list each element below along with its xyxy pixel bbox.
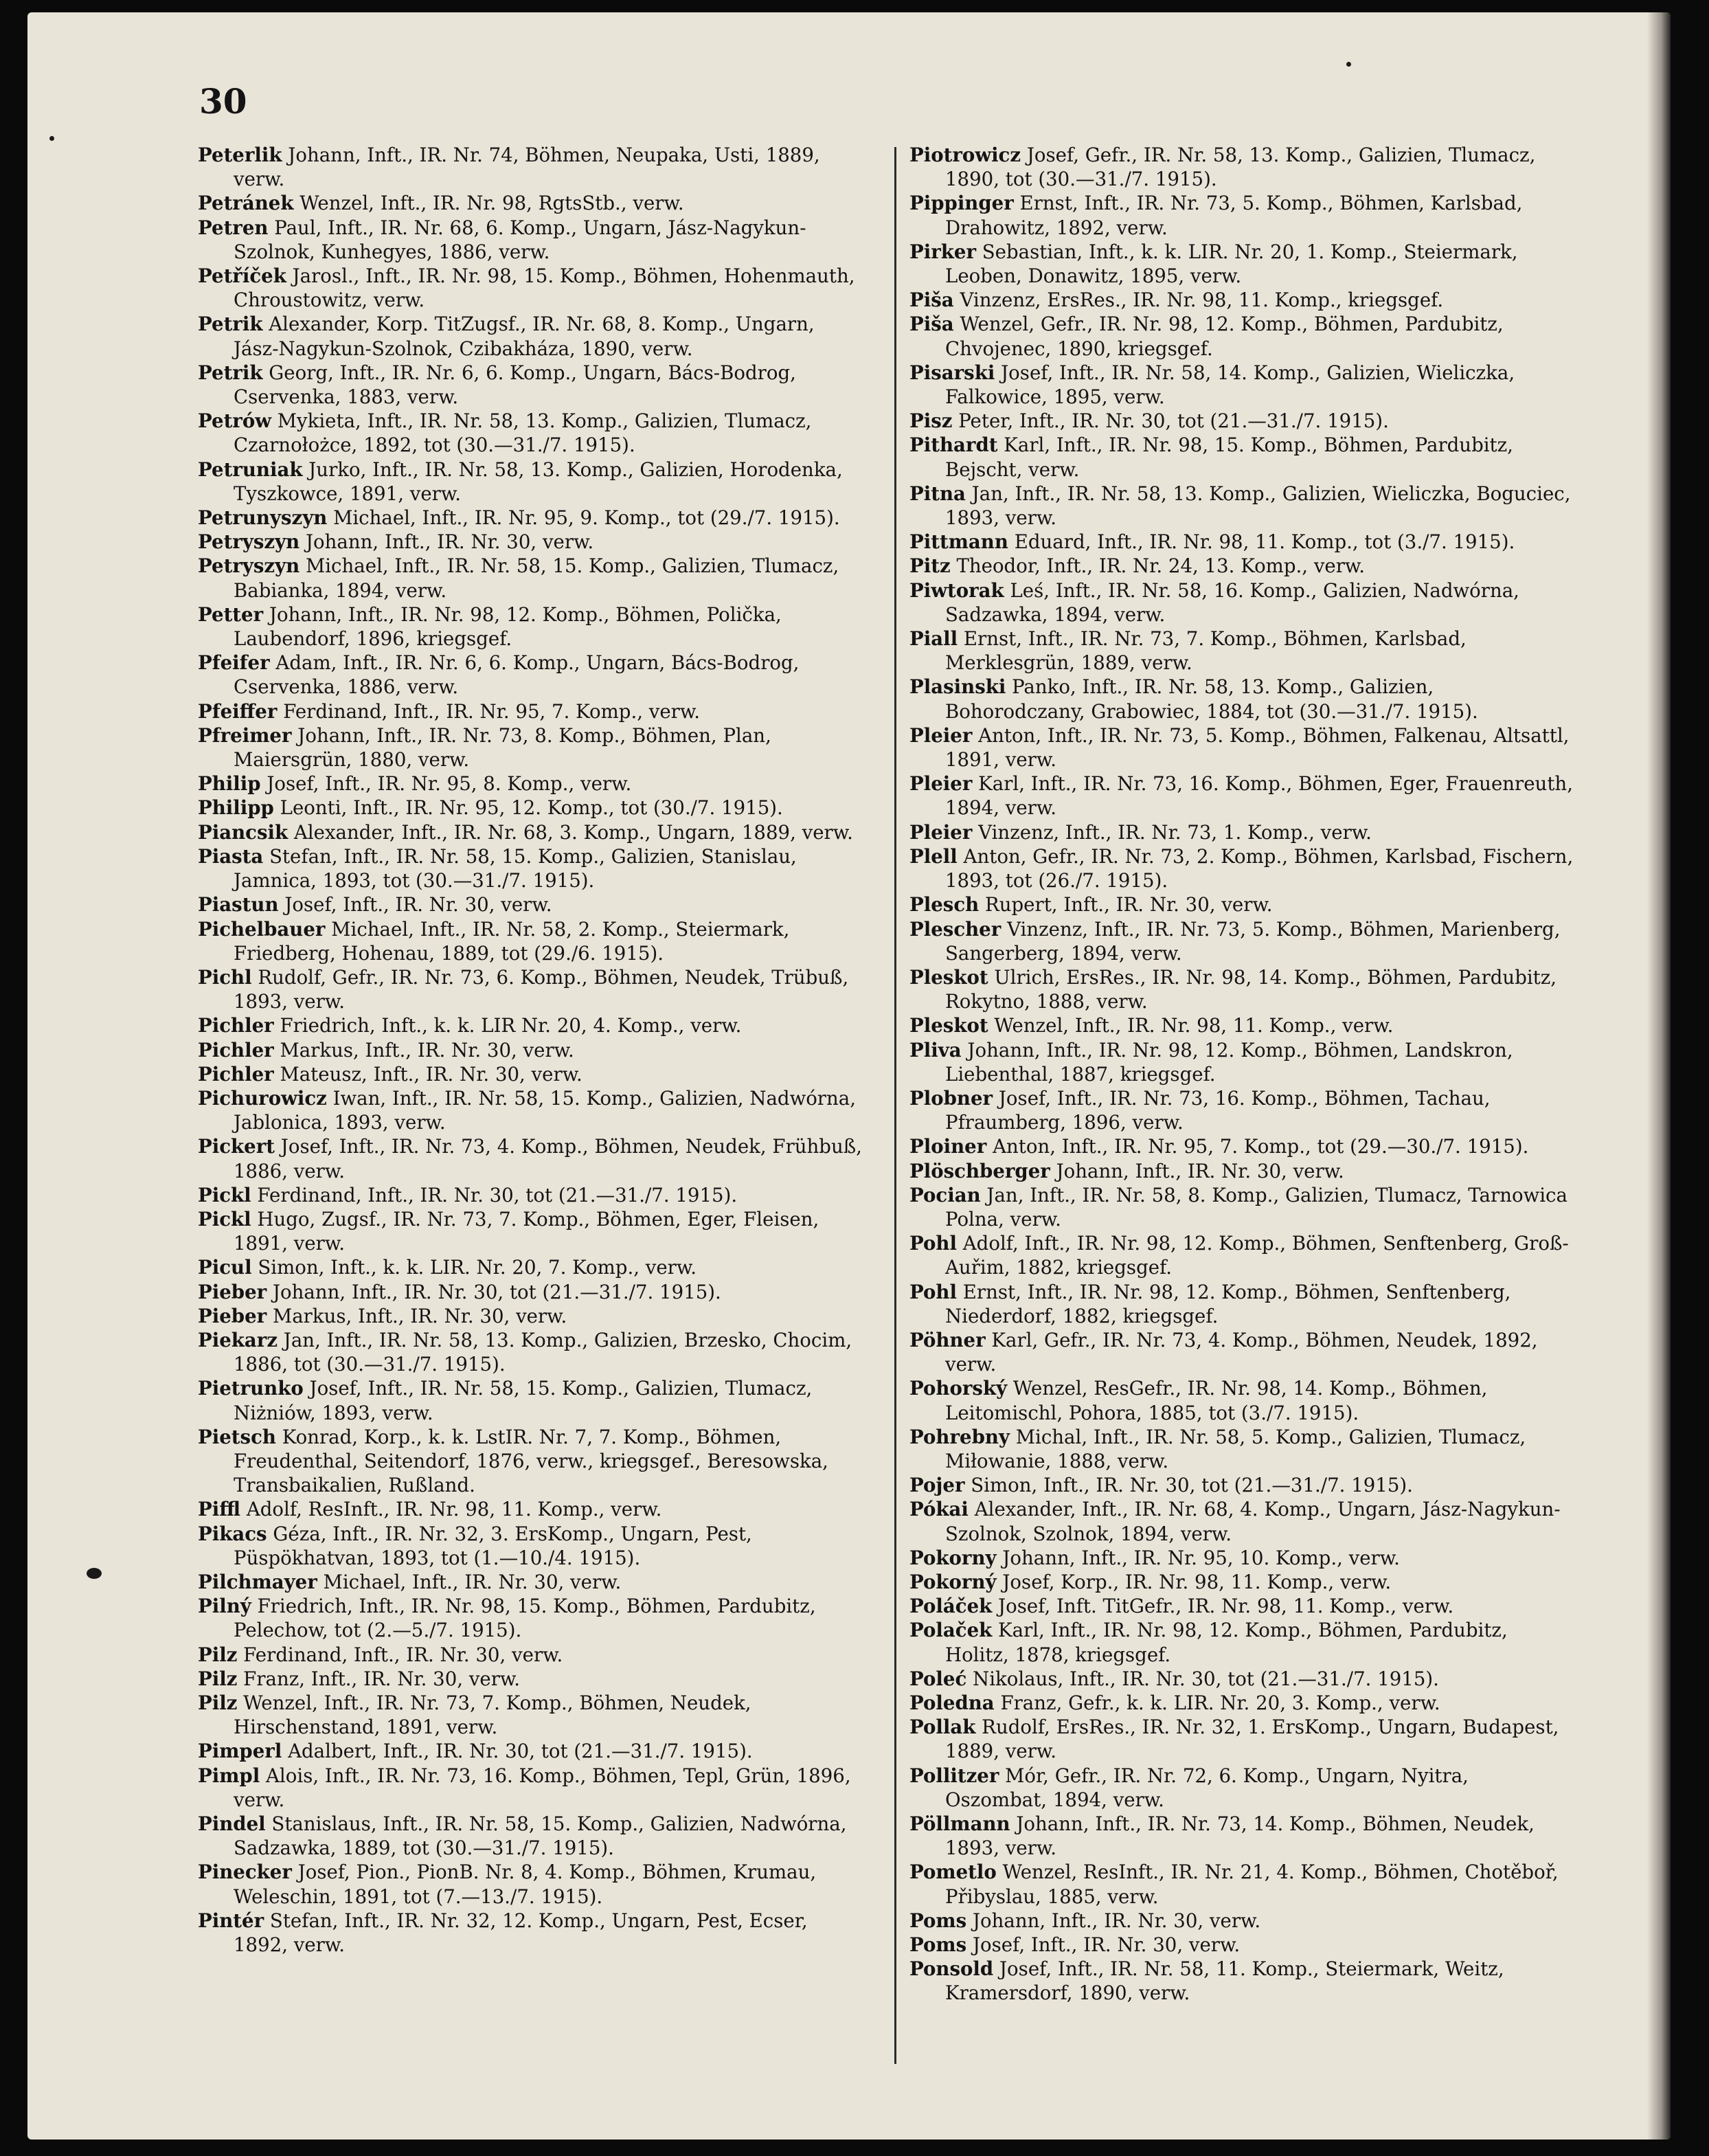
list-item: [909, 1159, 1576, 1183]
entry-details: Friedrich, Inft., IR. Nr. 98, 15. Komp., Böhmen, Pardubitz, Pelechow, tot (2.—5./7. 1915).: [234, 1595, 816, 1642]
list-item: [198, 917, 864, 965]
list-item: [909, 1086, 1576, 1134]
list-item: [198, 1207, 864, 1255]
column-divider: [894, 147, 896, 2064]
entry-details: Friedrich, Inft., k. k. LIR Nr. 20, 4. Komp., verw.: [280, 1014, 742, 1037]
list-item: [909, 1328, 1576, 1376]
margin-speck: [49, 136, 54, 141]
list-item: [909, 917, 1576, 965]
list-item: [909, 1376, 1576, 1424]
entry-details: Jan, Inft., IR. Nr. 58, 8. Komp., Galizien, Tlumacz, Tarnowica Polna, verw.: [945, 1183, 1567, 1231]
entry-details: Jan, Inft., IR. Nr. 58, 13. Komp., Galizien, Brzesko, Chocim, 1886, tot (30.—31./7. 1915).: [234, 1328, 852, 1376]
entry-surname: Piša: [909, 289, 954, 312]
list-item: [909, 627, 1576, 675]
list-item: [198, 965, 864, 1013]
entry-surname: Pfeiffer: [198, 699, 278, 723]
entry-details: Josef, Inft., IR. Nr. 73, 16. Komp., Böhmen, Tachau, Pfraumberg, 1896, verw.: [945, 1086, 1491, 1134]
entry-surname: Petryszyn: [198, 554, 300, 578]
list-item: [198, 1255, 864, 1279]
entry-surname: Piffl: [198, 1498, 241, 1521]
entry-details: Ernst, Inft., IR. Nr. 73, 5. Komp., Böhmen, Karlsbad, Drahowitz, 1892, verw.: [945, 192, 1523, 239]
list-item: [198, 723, 864, 772]
entry-details: Michael, Inft., IR. Nr. 30, verw.: [323, 1570, 622, 1593]
entry-surname: Piotrowicz: [909, 144, 1021, 166]
entry-surname: Pichurowicz: [198, 1086, 327, 1110]
list-item: [909, 965, 1576, 1013]
list-item: [909, 1933, 1576, 1957]
list-item: [909, 892, 1576, 917]
entry-details: Johann, Inft., IR. Nr. 98, 12. Komp., Böhmen, Landskron, Liebenthal, 1887, kriegsgef.: [945, 1038, 1513, 1086]
entry-details: Vinzenz, ErsRes., IR. Nr. 98, 11. Komp., kriegsgef.: [960, 289, 1444, 312]
list-item: [909, 288, 1576, 312]
entry-details: Simon, Inft., k. k. LIR. Nr. 20, 7. Komp., verw.: [258, 1256, 697, 1279]
list-item: [909, 312, 1576, 360]
entry-surname: Plell: [909, 844, 958, 868]
entry-surname: Pocian: [909, 1183, 981, 1206]
list-item: [198, 1812, 864, 1860]
list-item: [198, 1643, 864, 1667]
list-item: [909, 554, 1576, 578]
entry-details: Jarosl., Inft., IR. Nr. 98, 15. Komp., Böhmen, Hohenmauth, Chroustowitz, verw.: [234, 265, 855, 312]
entry-surname: Piša: [909, 313, 954, 336]
entry-details: Stefan, Inft., IR. Nr. 32, 12. Komp., Ungarn, Pest, Ecser, 1892, verw.: [234, 1909, 808, 1957]
list-item: [909, 1231, 1576, 1279]
list-item: [198, 1497, 864, 1521]
entry-surname: Plescher: [909, 917, 1001, 941]
entry-details: Leś, Inft., IR. Nr. 58, 16. Komp., Galizien, Nadwórna, Sadzawka, 1894, verw.: [945, 579, 1519, 626]
entry-surname: Pfeifer: [198, 651, 270, 675]
entry-surname: Pieber: [198, 1304, 267, 1327]
list-item: [909, 1134, 1576, 1158]
entry-surname: Piasta: [198, 844, 264, 868]
left-column: [198, 143, 864, 1957]
entry-details: Johann, Inft., IR. Nr. 74, Böhmen, Neupaka, Usti, 1889, verw.: [234, 144, 820, 191]
list-item: [198, 1183, 864, 1207]
list-item: [909, 1594, 1576, 1618]
entry-details: Adam, Inft., IR. Nr. 6, 6. Komp., Ungarn, Bács-Bodrog, Cservenka, 1886, verw.: [234, 651, 800, 699]
entry-details: Josef, Inft., IR. Nr. 58, 14. Komp., Galizien, Wieliczka, Falkowice, 1895, verw.: [945, 361, 1515, 409]
entry-surname: Pohl: [909, 1280, 957, 1303]
entry-details: Josef, Inft., IR. Nr. 73, 4. Komp., Böhmen, Neudek, Frühbuß, 1886, verw.: [234, 1135, 862, 1182]
list-item: [909, 1497, 1576, 1545]
entry-details: Panko, Inft., IR. Nr. 58, 13. Komp., Galizien, Bohorodczany, Grabowiec, 1884, tot (30.—31./7. 1915).: [945, 675, 1478, 723]
entry-details: Johann, Inft., IR. Nr. 73, 8. Komp., Böhmen, Plan, Maiersgrün, 1880, verw.: [234, 723, 771, 772]
entry-surname: Pintér: [198, 1909, 264, 1932]
entry-details: Josef, Inft., IR. Nr. 58, 15. Komp., Galizien, Tlumacz, Niżniów, 1893, verw.: [234, 1377, 813, 1424]
list-item: [909, 1473, 1576, 1497]
entry-surname: Pieber: [198, 1280, 267, 1303]
entry-surname: Pikacs: [198, 1522, 267, 1545]
entry-details: Georg, Inft., IR. Nr. 6, 6. Komp., Ungarn, Bács-Bodrog, Cservenka, 1883, verw.: [234, 361, 796, 409]
right-column: [909, 143, 1576, 2006]
list-item: [909, 1280, 1576, 1328]
entry-details: Jan, Inft., IR. Nr. 58, 13. Komp., Galizien, Wieliczka, Boguciec, 1893, verw.: [945, 482, 1571, 530]
list-item: [909, 482, 1576, 530]
entry-surname: Pichler: [198, 1062, 274, 1086]
entry-surname: Pollitzer: [909, 1764, 999, 1787]
list-item: [198, 1304, 864, 1328]
entry-surname: Philip: [198, 772, 261, 796]
entry-details: Anton, Inft., IR. Nr. 95, 7. Komp., tot (29.—30./7. 1915).: [993, 1135, 1529, 1158]
entry-surname: Pokorny: [909, 1546, 997, 1569]
entry-details: Wenzel, Inft., IR. Nr. 98, RgtsStb., verw.: [299, 192, 684, 215]
entry-surname: Piastun: [198, 893, 279, 917]
list-item: [909, 1860, 1576, 1908]
list-item: [198, 844, 864, 892]
entry-details: Sebastian, Inft., k. k. LIR. Nr. 20, 1. Komp., Steiermark, Leoben, Donawitz, 1895, verw.: [945, 240, 1518, 288]
document-page: [27, 12, 1671, 2140]
entry-details: Leonti, Inft., IR. Nr. 95, 12. Komp., tot (30./7. 1915).: [280, 796, 783, 820]
entry-surname: Pilz: [198, 1692, 238, 1714]
entry-details: Wenzel, Inft., IR. Nr. 73, 7. Komp., Böhmen, Neudek, Hirschenstand, 1891, verw.: [234, 1692, 751, 1739]
list-item: [909, 1715, 1576, 1763]
entry-surname: Pichler: [198, 1014, 274, 1037]
entry-details: Johann, Inft., IR. Nr. 73, 14. Komp., Böhmen, Neudek, 1893, verw.: [945, 1812, 1535, 1860]
entry-surname: Pókai: [909, 1498, 969, 1521]
entry-surname: Petrik: [198, 361, 263, 384]
entry-surname: Pichl: [198, 965, 252, 989]
entry-surname: Pfreimer: [198, 723, 292, 747]
entry-surname: Pometlo: [909, 1861, 997, 1884]
entry-surname: Pindel: [198, 1812, 266, 1836]
entry-surname: Pitna: [909, 482, 966, 505]
list-item: [198, 1038, 864, 1062]
entry-details: Johann, Inft., IR. Nr. 30, tot (21.—31./7. 1915).: [272, 1280, 721, 1303]
list-item: [198, 772, 864, 796]
entry-details: Wenzel, Gefr., IR. Nr. 98, 12. Komp., Böhmen, Pardubitz, Chvojenec, 1890, kriegsgef.: [945, 313, 1504, 360]
entry-details: Rupert, Inft., IR. Nr. 30, verw.: [984, 893, 1273, 917]
list-item: [909, 240, 1576, 288]
entry-surname: Pilz: [198, 1667, 238, 1690]
entry-details: Karl, Inft., IR. Nr. 98, 15. Komp., Böhmen, Pardubitz, Bejscht, verw.: [945, 434, 1513, 481]
entry-details: Iwan, Inft., IR. Nr. 58, 15. Komp., Galizien, Nadwórna, Jablonica, 1893, verw.: [234, 1086, 856, 1134]
entry-surname: Pippinger: [909, 192, 1014, 215]
entry-surname: Petruniak: [198, 458, 303, 481]
list-item: [909, 1013, 1576, 1037]
list-item: [909, 191, 1576, 239]
entry-details: Alexander, Inft., IR. Nr. 68, 3. Komp., Ungarn, 1889, verw.: [293, 820, 853, 844]
list-item: [909, 143, 1576, 191]
entry-surname: Pöhner: [909, 1328, 986, 1351]
entry-details: Wenzel, ResInft., IR. Nr. 21, 4. Komp., Böhmen, Chotěboř, Přibyslau, 1885, verw.: [945, 1861, 1559, 1908]
entry-details: Mykieta, Inft., IR. Nr. 58, 13. Komp., Galizien, Tlumacz, Czarnołożce, 1892, tot (30.—31./7. 1915).: [234, 409, 812, 457]
list-item: [198, 1134, 864, 1182]
entry-surname: Pohrebny: [909, 1425, 1010, 1448]
list-item: [198, 1328, 864, 1376]
entry-surname: Plesch: [909, 893, 980, 917]
entry-surname: Poms: [909, 1933, 967, 1957]
list-item: [198, 554, 864, 602]
list-item: [909, 1570, 1576, 1594]
list-item: [198, 143, 864, 191]
list-item: [909, 579, 1576, 627]
list-item: [909, 1909, 1576, 1933]
entry-surname: Pilný: [198, 1595, 251, 1618]
entry-details: Josef, Gefr., IR. Nr. 58, 13. Komp., Galizien, Tlumacz, 1890, tot (30.—31./7. 1915).: [945, 144, 1536, 191]
entry-details: Michael, Inft., IR. Nr. 58, 2. Komp., Steiermark, Friedberg, Hohenau, 1889, tot (29./6. 1915).: [234, 917, 790, 965]
entry-surname: Philipp: [198, 796, 274, 820]
list-item: [909, 361, 1576, 409]
entry-details: Markus, Inft., IR. Nr. 30, verw.: [272, 1304, 567, 1327]
entry-surname: Pohorský: [909, 1377, 1008, 1400]
entry-details: Paul, Inft., IR. Nr. 68, 6. Komp., Ungarn, Jász-Nagykun-Szolnok, Kunhegyes, 1886, verw.: [234, 216, 806, 263]
entry-details: Johann, Inft., IR. Nr. 95, 10. Komp., verw.: [1002, 1546, 1400, 1569]
entry-surname: Pisarski: [909, 361, 995, 384]
entry-surname: Pimpl: [198, 1764, 260, 1787]
entry-surname: Pirker: [909, 240, 976, 263]
list-item: [909, 723, 1576, 772]
entry-details: Johann, Inft., IR. Nr. 30, verw.: [1056, 1159, 1344, 1182]
entry-surname: Pleier: [909, 723, 973, 747]
entry-surname: Pickl: [198, 1183, 251, 1206]
list-item: [198, 1860, 864, 1908]
list-item: [198, 530, 864, 554]
list-item: [198, 1013, 864, 1037]
entry-details: Eduard, Inft., IR. Nr. 98, 11. Komp., tot (3./7. 1915).: [1014, 530, 1515, 554]
list-item: [198, 892, 864, 917]
list-item: [198, 264, 864, 312]
list-item: [909, 433, 1576, 481]
page-number: 30: [199, 81, 247, 122]
entry-details: Franz, Inft., IR. Nr. 30, verw.: [243, 1667, 521, 1690]
entry-details: Josef, Korp., IR. Nr. 98, 11. Komp., verw.: [1002, 1570, 1392, 1593]
entry-details: Josef, Inft., IR. Nr. 58, 11. Komp., Steiermark, Weitz, Kramersdorf, 1890, verw.: [945, 1957, 1504, 2005]
entry-details: Anton, Gefr., IR. Nr. 73, 2. Komp., Böhmen, Karlsbad, Fischern, 1893, tot (26./7. 1915).: [945, 844, 1574, 892]
entry-surname: Piwtorak: [909, 579, 1004, 602]
entry-details: Josef, Inft., IR. Nr. 30, verw.: [284, 893, 552, 917]
entry-details: Ferdinand, Inft., IR. Nr. 30, verw.: [243, 1643, 563, 1666]
entry-details: Johann, Inft., IR. Nr. 98, 12. Komp., Böhmen, Polička, Laubendorf, 1896, kriegsgef.: [234, 603, 782, 651]
entry-surname: Petránek: [198, 192, 294, 215]
list-item: [198, 506, 864, 530]
list-item: [198, 1764, 864, 1812]
entry-details: Anton, Inft., IR. Nr. 73, 5. Komp., Böhmen, Falkenau, Altsattl, 1891, verw.: [945, 723, 1570, 772]
list-item: [198, 1086, 864, 1134]
list-item: [909, 1691, 1576, 1715]
entry-surname: Pokorný: [909, 1570, 997, 1593]
entry-surname: Poledna: [909, 1692, 995, 1714]
list-item: [198, 409, 864, 457]
list-item: [909, 1183, 1576, 1231]
entry-details: Michal, Inft., IR. Nr. 58, 5. Komp., Galizien, Tlumacz, Miłowanie, 1888, verw.: [945, 1425, 1526, 1472]
entry-details: Markus, Inft., IR. Nr. 30, verw.: [280, 1038, 574, 1062]
entry-details: Alexander, Inft., IR. Nr. 68, 4. Komp., Ungarn, Jász-Nagykun-Szolnok, Szolnok, 1894, verw.: [945, 1498, 1561, 1545]
list-item: [198, 1667, 864, 1691]
list-item: [909, 1546, 1576, 1570]
entry-details: Ferdinand, Inft., IR. Nr. 95, 7. Komp., verw.: [283, 699, 700, 723]
margin-speck: [1346, 62, 1351, 67]
entry-surname: Ponsold: [909, 1957, 994, 1981]
entry-details: Karl, Inft., IR. Nr. 98, 12. Komp., Böhmen, Pardubitz, Holitz, 1878, kriegsgef.: [945, 1619, 1508, 1666]
entry-surname: Piall: [909, 627, 958, 651]
list-item: [909, 1764, 1576, 1812]
entry-surname: Petryszyn: [198, 530, 300, 554]
entry-surname: Pilchmayer: [198, 1570, 317, 1593]
entry-surname: Ploiner: [909, 1135, 987, 1158]
entry-surname: Piekarz: [198, 1328, 278, 1351]
list-item: [909, 675, 1576, 723]
entry-surname: Pittmann: [909, 530, 1008, 554]
entry-surname: Petter: [198, 603, 264, 626]
entry-surname: Polaček: [909, 1619, 993, 1642]
list-item: [198, 796, 864, 820]
entry-details: Rudolf, Gefr., IR. Nr. 73, 6. Komp., Böhmen, Neudek, Trübuß, 1893, verw.: [234, 965, 849, 1013]
list-item: [909, 409, 1576, 433]
entry-details: Johann, Inft., IR. Nr. 30, verw.: [972, 1909, 1261, 1932]
entry-details: Stefan, Inft., IR. Nr. 58, 15. Komp., Galizien, Stanislau, Jamnica, 1893, tot (30.—31./7. 1915).: [234, 844, 797, 892]
entry-details: Konrad, Korp., k. k. LstIR. Nr. 7, 7. Komp., Böhmen, Freudenthal, Seitendorf, 1876, verw., kriegsgef., Beresowska, Transbaikalien, Rußland.: [234, 1425, 828, 1497]
entry-details: Ulrich, ErsRes., IR. Nr. 98, 14. Komp., Böhmen, Pardubitz, Rokytno, 1888, verw.: [945, 965, 1557, 1013]
entry-details: Karl, Gefr., IR. Nr. 73, 4. Komp., Böhmen, Neudek, 1892, verw.: [945, 1328, 1538, 1376]
entry-surname: Pichelbauer: [198, 917, 326, 941]
entry-surname: Pinecker: [198, 1861, 292, 1884]
entry-details: Jurko, Inft., IR. Nr. 58, 13. Komp., Galizien, Horodenka, Tyszkowce, 1891, verw.: [234, 458, 843, 505]
entry-details: Josef, Inft., IR. Nr. 95, 8. Komp., verw.: [267, 772, 632, 796]
entry-details: Rudolf, ErsRes., IR. Nr. 32, 1. ErsKomp., Ungarn, Budapest, 1889, verw.: [945, 1716, 1559, 1763]
entry-surname: Pisz: [909, 409, 953, 433]
entry-details: Peter, Inft., IR. Nr. 30, tot (21.—31./7. 1915).: [958, 409, 1389, 433]
list-item: [909, 844, 1576, 892]
entry-surname: Pietrunko: [198, 1377, 304, 1400]
list-item: [909, 1038, 1576, 1086]
list-item: [909, 1812, 1576, 1860]
entry-details: Wenzel, ResGefr., IR. Nr. 98, 14. Komp., Böhmen, Leitomischl, Pohora, 1885, tot (3./7. 1915).: [945, 1377, 1488, 1424]
entry-details: Simon, Inft., IR. Nr. 30, tot (21.—31./7. 1915).: [971, 1474, 1413, 1497]
entry-surname: Piancsik: [198, 820, 288, 844]
entry-details: Vinzenz, Inft., IR. Nr. 73, 1. Komp., verw.: [978, 820, 1372, 844]
entry-surname: Poleć: [909, 1667, 967, 1690]
entry-details: Josef, Inft. TitGefr., IR. Nr. 98, 11. Komp., verw.: [998, 1595, 1454, 1618]
entry-details: Adolf, ResInft., IR. Nr. 98, 11. Komp., verw.: [246, 1498, 662, 1521]
list-item: [198, 216, 864, 264]
entry-surname: Pickl: [198, 1207, 251, 1231]
entry-details: Josef, Pion., PionB. Nr. 8, 4. Komp., Böhmen, Krumau, Weleschin, 1891, tot (7.—13./7. 1915).: [234, 1861, 817, 1908]
entry-surname: Pojer: [909, 1474, 965, 1497]
list-item: [198, 699, 864, 723]
entry-surname: Peterlik: [198, 144, 282, 166]
list-item: [198, 312, 864, 360]
entry-surname: Poláček: [909, 1595, 993, 1618]
entry-surname: Pleskot: [909, 965, 988, 989]
entry-surname: Pleier: [909, 820, 973, 844]
list-item: [909, 820, 1576, 844]
entry-details: Mór, Gefr., IR. Nr. 72, 6. Komp., Ungarn, Nyitra, Oszombat, 1894, verw.: [945, 1764, 1469, 1811]
entry-surname: Pollak: [909, 1716, 976, 1739]
entry-surname: Petříček: [198, 265, 286, 288]
entry-details: Stanislaus, Inft., IR. Nr. 58, 15. Komp., Galizien, Nadwórna, Sadzawka, 1889, tot (30.—31./7. 1915).: [234, 1812, 847, 1860]
list-item: [198, 1376, 864, 1424]
list-item: [198, 1739, 864, 1763]
list-item: [909, 530, 1576, 554]
entry-details: Michael, Inft., IR. Nr. 58, 15. Komp., Galizien, Tlumacz, Babianka, 1894, verw.: [234, 554, 839, 602]
list-item: [909, 1425, 1576, 1473]
list-item: [198, 458, 864, 506]
entry-details: Ernst, Inft., IR. Nr. 98, 12. Komp., Böhmen, Senftenberg, Niederdorf, 1882, kriegsgef.: [945, 1280, 1511, 1327]
entry-details: Alexander, Korp. TitZugsf., IR. Nr. 68, 8. Komp., Ungarn, Jász-Nagykun-Szolnok, Czibakháza, 1890, verw.: [234, 313, 815, 360]
entry-details: Vinzenz, Inft., IR. Nr. 73, 5. Komp., Böhmen, Marienberg, Sangerberg, 1894, verw.: [945, 917, 1561, 965]
entry-details: Hugo, Zugsf., IR. Nr. 73, 7. Komp., Böhmen, Eger, Fleisen, 1891, verw.: [234, 1207, 819, 1255]
list-item: [198, 1425, 864, 1498]
entry-surname: Pleier: [909, 772, 973, 796]
entry-surname: Plobner: [909, 1086, 993, 1110]
entry-surname: Pleskot: [909, 1014, 988, 1037]
entry-details: Wenzel, Inft., IR. Nr. 98, 11. Komp., verw.: [994, 1014, 1394, 1037]
entry-details: Michael, Inft., IR. Nr. 95, 9. Komp., tot (29./7. 1915).: [333, 506, 840, 530]
entry-surname: Pickert: [198, 1135, 275, 1158]
entry-surname: Pitz: [909, 554, 951, 578]
list-item: [909, 1957, 1576, 2005]
entry-details: Ferdinand, Inft., IR. Nr. 30, tot (21.—31./7. 1915).: [257, 1183, 738, 1206]
entry-surname: Pöllmann: [909, 1812, 1010, 1836]
page-edge-shadow: [1647, 12, 1671, 2140]
list-item: [909, 1667, 1576, 1691]
entry-details: Josef, Inft., IR. Nr. 30, verw.: [972, 1933, 1241, 1957]
entry-surname: Pithardt: [909, 434, 998, 457]
list-item: [909, 772, 1576, 820]
list-item: [198, 603, 864, 651]
entry-details: Nikolaus, Inft., IR. Nr. 30, tot (21.—31./7. 1915).: [973, 1667, 1439, 1690]
entry-details: Karl, Inft., IR. Nr. 73, 16. Komp., Böhmen, Eger, Frauenreuth, 1894, verw.: [945, 772, 1573, 820]
list-item: [198, 1570, 864, 1594]
entry-details: Mateusz, Inft., IR. Nr. 30, verw.: [280, 1062, 582, 1086]
list-item: [198, 361, 864, 409]
list-item: [198, 1594, 864, 1642]
margin-blot: [87, 1568, 102, 1579]
entry-details: Ernst, Inft., IR. Nr. 73, 7. Komp., Böhmen, Karlsbad, Merklesgrün, 1889, verw.: [945, 627, 1467, 675]
entry-surname: Pichler: [198, 1038, 274, 1062]
list-item: [198, 1522, 864, 1570]
list-item: [198, 1062, 864, 1086]
entry-details: Adalbert, Inft., IR. Nr. 30, tot (21.—31./7. 1915).: [288, 1740, 753, 1763]
list-item: [198, 191, 864, 215]
entry-surname: Picul: [198, 1256, 252, 1279]
entry-surname: Pimperl: [198, 1740, 282, 1763]
list-item: [198, 1691, 864, 1739]
list-item: [198, 820, 864, 844]
list-item: [198, 1280, 864, 1304]
entry-surname: Petrik: [198, 313, 263, 336]
entry-surname: Pohl: [909, 1232, 957, 1255]
entry-details: Theodor, Inft., IR. Nr. 24, 13. Komp., verw.: [956, 554, 1366, 578]
entry-details: Géza, Inft., IR. Nr. 32, 3. ErsKomp., Ungarn, Pest, Püspökhatvan, 1893, tot (1.—10./4. 1915).: [234, 1522, 752, 1569]
entry-details: Adolf, Inft., IR. Nr. 98, 12. Komp., Böhmen, Senftenberg, Groß-Auřim, 1882, kriegsgef.: [945, 1232, 1569, 1279]
entry-surname: Pliva: [909, 1038, 962, 1062]
entry-surname: Petrunyszyn: [198, 506, 328, 530]
entry-details: Alois, Inft., IR. Nr. 73, 16. Komp., Böhmen, Tepl, Grün, 1896, verw.: [234, 1764, 851, 1811]
entry-surname: Plasinski: [909, 675, 1006, 699]
list-item: [198, 651, 864, 699]
entry-surname: Plöschberger: [909, 1159, 1050, 1182]
list-item: [909, 1618, 1576, 1666]
entry-details: Johann, Inft., IR. Nr. 30, verw.: [305, 530, 594, 554]
entry-surname: Petren: [198, 216, 269, 239]
entry-surname: Pietsch: [198, 1425, 276, 1448]
entry-surname: Pilz: [198, 1643, 238, 1666]
entry-details: Franz, Gefr., k. k. LIR. Nr. 20, 3. Komp., verw.: [1000, 1692, 1440, 1714]
entry-surname: Poms: [909, 1909, 967, 1932]
entry-surname: Petrów: [198, 409, 272, 433]
list-item: [198, 1909, 864, 1957]
